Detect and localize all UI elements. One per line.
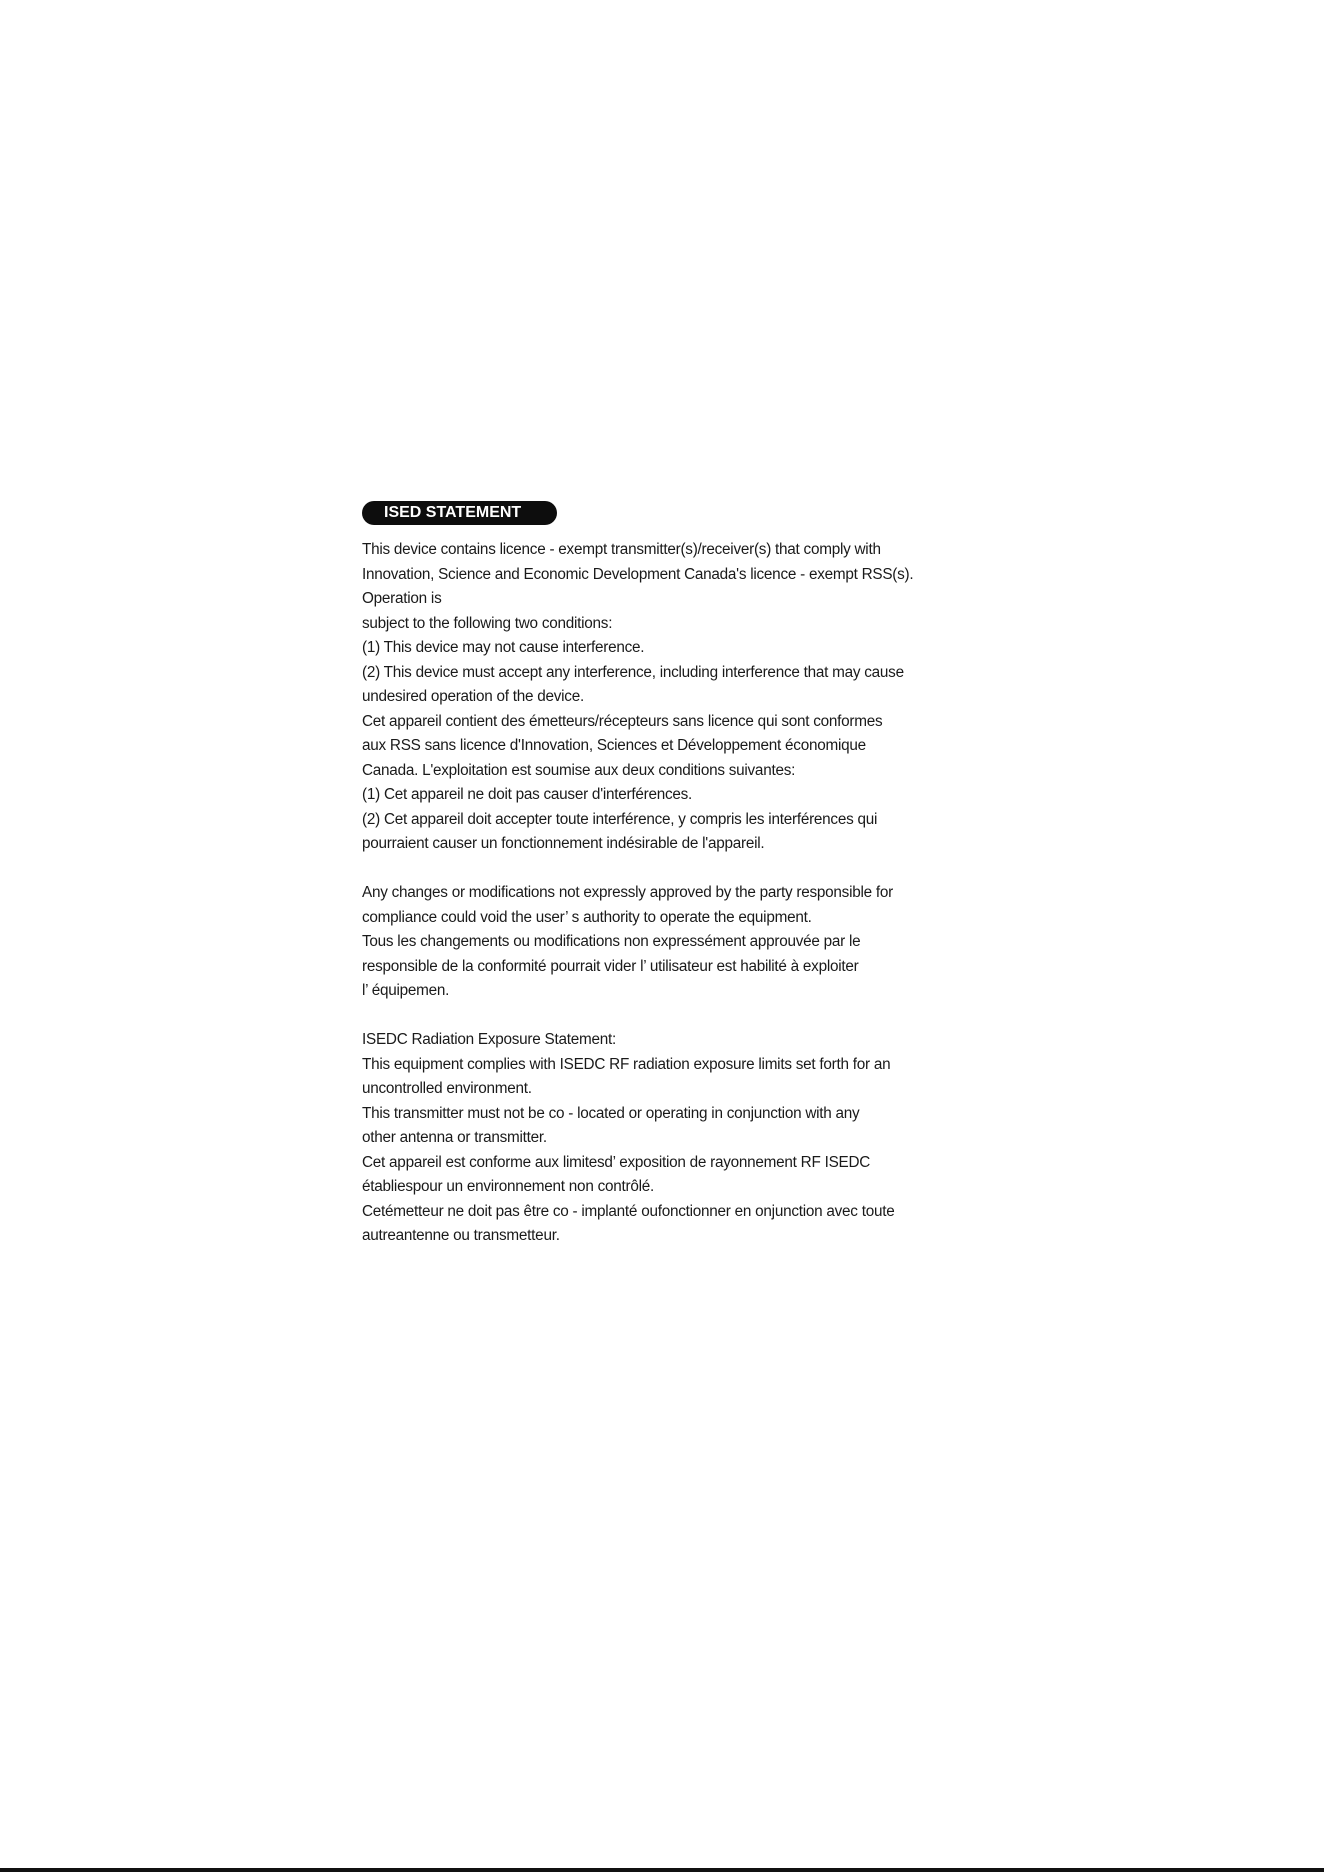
text-line: subject to the following two conditions: (362, 614, 613, 632)
paragraph-spacer (362, 1004, 962, 1029)
text-line: établiespour un environnement non contrôlé. (362, 1178, 654, 1195)
paragraph-radiation-exposure (362, 1028, 962, 1249)
text-line: Cetémetteur ne doit pas être co - implanté oufonctionner en onjunction avec toute (362, 1202, 895, 1220)
text-line: other antenna or transmitter. (362, 1129, 547, 1146)
text-line: Cet appareil contient des émetteurs/récepteurs sans licence qui sont conformes (362, 712, 883, 730)
page-bottom-border (0, 1868, 1324, 1872)
text-line: Cet appareil est conforme aux limitesd’ exposition de rayonnement RF ISEDC (362, 1153, 871, 1171)
text-line: (1) Cet appareil ne doit pas causer d'interférences. (362, 786, 693, 803)
text-line: undesired operation of the device. (362, 688, 584, 705)
text-line: l’ équipemen. (362, 982, 450, 999)
text-line: compliance could void the user’ s authority to operate the equipment. (362, 908, 812, 926)
text-line: (1) This device may not cause interference. (362, 639, 645, 656)
text-line: autreantenne ou transmetteur. (362, 1227, 560, 1244)
ised-statement-section (362, 501, 962, 1249)
text-line: ISEDC Radiation Exposure Statement: (362, 1031, 616, 1048)
text-line: This equipment complies with ISEDC RF radiation exposure limits set forth for an (362, 1055, 891, 1073)
text-line: Canada. L'exploitation est soumise aux deux conditions suivantes: (362, 761, 796, 779)
text-line: This device contains licence - exempt transmitter(s)/receiver(s) that comply with (362, 541, 881, 558)
text-line: Tous les changements ou modifications non expressément approuvée par le (362, 933, 861, 950)
text-line: (2) This device must accept any interference, including interference that may cause (362, 663, 904, 681)
text-line: (2) Cet appareil doit accepter toute interférence, y compris les interférences qui (362, 810, 878, 828)
paragraph-licence-exempt (362, 538, 962, 857)
text-line: aux RSS sans licence d'Innovation, Sciences et Développement économique (362, 737, 866, 754)
section-title-badge: ISED STATEMENT (362, 501, 557, 525)
text-line: Operation is (362, 590, 442, 607)
text-line: pourraient causer un fonctionnement indésirable de l'appareil. (362, 835, 765, 852)
paragraph-modifications (362, 881, 962, 1004)
text-line: responsible de la conformité pourrait vider l’ utilisateur est habilité à exploiter (362, 957, 859, 975)
text-line: Innovation, Science and Economic Development Canada's licence - exempt RSS(s). (362, 565, 914, 583)
text-line: Any changes or modifications not expressly approved by the party responsible for (362, 884, 893, 901)
text-line: This transmitter must not be co - located or operating in conjunction with any (362, 1104, 860, 1122)
text-line: uncontrolled environment. (362, 1080, 532, 1097)
paragraph-spacer (362, 857, 962, 882)
